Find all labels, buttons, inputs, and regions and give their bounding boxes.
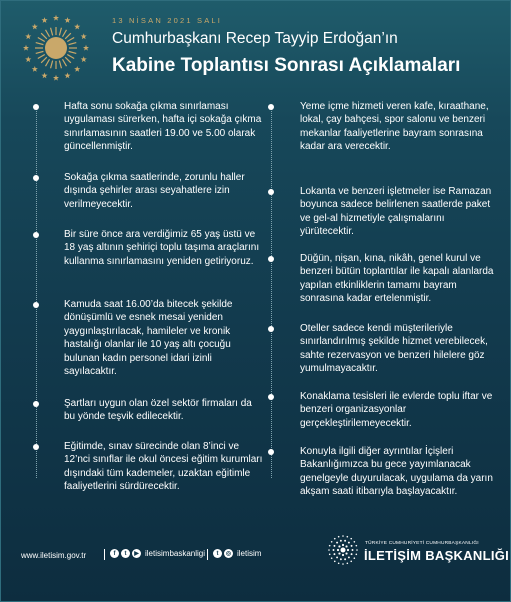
social-handle[interactable]: iletisim <box>237 549 262 558</box>
social-group-2[interactable] <box>213 549 261 558</box>
facebook-icon[interactable]: f <box>110 549 119 558</box>
list-item: Yeme içme hizmeti veren kafe, kıraathane, lokal, çay bahçesi, spor salonu ve benzeri mekanlar faaliyetlerine bayram sonrasına kadar ara verecektir. <box>300 101 489 153</box>
bullet-dot <box>33 232 39 238</box>
youtube-icon[interactable]: ▶ <box>132 549 141 558</box>
page-title: Kabine Toplantısı Sonrası Açıklamaları <box>112 55 461 76</box>
bullet-dot <box>268 256 274 262</box>
list-item: Bir süre önce ara verdiğimiz 65 yaş üstü ve 18 yaş altının şehiriçi toplu taşıma araçlarını kullanma sınırlamasını yeniden getiriyoruz. <box>64 229 260 267</box>
timeline-line-left <box>36 108 37 478</box>
bullet-dot <box>33 401 39 407</box>
list-item: Oteller sadece kendi müşterileriyle sınırlandırılmış şekilde hizmet verebilecek, sahte rezervasyon ve benzeri hilelere göz yumulmayacaktır. <box>300 323 488 375</box>
iletisim-baskanligi-logo-icon <box>328 535 358 565</box>
twitter-icon[interactable]: t <box>213 549 222 558</box>
list-item: Düğün, nişan, kına, nikâh, genel kurul ve benzeri bütün toplantılar ile kapalı alanlarda yapılan etkinliklerin tamamı bayram sonrasına kadar ertelenmiştir. <box>300 253 494 305</box>
bullet-dot <box>33 104 39 110</box>
logo-title: İLETİŞİM BAŞKANLIĞI <box>364 548 510 563</box>
list-item: Konaklama tesisleri ile evlerde toplu iftar ve benzeri organizasyonlar gerçekleştirilemeyecektir. <box>300 391 493 429</box>
bullet-dot <box>33 302 39 308</box>
divider <box>207 549 208 560</box>
date-label: 13 NİSAN 2021 SALI <box>112 16 223 25</box>
bullet-dot <box>33 175 39 181</box>
bullet-dot <box>33 444 39 450</box>
social-handle[interactable]: iletisimbaskanligi <box>145 549 206 558</box>
list-item: Sokağa çıkma saatlerinde, zorunlu haller dışında şehirler arası seyahatlere izin verilmeyecektir. <box>64 172 245 210</box>
bullet-dot <box>268 104 274 110</box>
list-item: Eğitimde, sınav sürecinde olan 8’inci ve 12’nci sınıflar ile okul öncesi eğitim kurumları dışındaki tüm kademeler, uzaktan eğitimle faaliyetlerini sürdürecektir. <box>64 441 263 493</box>
bullet-dot <box>268 189 274 195</box>
twitter-icon[interactable]: t <box>121 549 130 558</box>
list-item: Şartları uygun olan özel sektör firmaları da bu yönde teşvik edilecektir. <box>64 398 252 423</box>
social-group-1[interactable] <box>110 549 205 558</box>
list-item: Konuyla ilgili diğer ayrıntılar İçişleri Bakanlığımızca bu gece yayımlanacak genelgeyle duyurulacak, uygulama da yarın akşam saati itibarıyla başlayacaktır. <box>300 446 493 498</box>
logo-subtitle: TÜRKİYE CUMHURİYETİ CUMHURBAŞKANLIĞI <box>365 541 479 546</box>
bullet-dot <box>268 394 274 400</box>
presidential-sun-emblem-icon <box>20 12 92 84</box>
timeline-line-right <box>271 108 272 478</box>
subtitle: Cumhurbaşkanı Recep Tayyip Erdoğan’ın <box>112 30 398 47</box>
list-item: Hafta sonu sokağa çıkma sınırlaması uygulaması sürerken, hafta içi sokağa çıkma sınırlamasının saatleri 19.00 ve 5.00 olarak güncellenmiştir. <box>64 101 262 153</box>
footer <box>0 535 511 575</box>
list-item: Lokanta ve benzeri işletmeler ise Ramazan boyunca sadece belirlenen saatlerde paket ve gel-al hizmetiyle çalışmalarını yürütecektir. <box>300 186 492 238</box>
instagram-icon[interactable]: ◎ <box>225 551 232 557</box>
list-item: Kamuda saat 16.00’da bitecek şekilde dönüşümlü ve esnek mesai yeniden yaygınlaştırılacak, hamileler ve kronik hastalığı olanlar ile 10 yaş altı çocuğu bulunan kadın personel idari izinli sayılacaktır. <box>64 299 233 378</box>
bullet-dot <box>268 326 274 332</box>
bullet-dot <box>268 449 274 455</box>
divider <box>104 549 105 560</box>
website-link[interactable]: www.iletisim.gov.tr <box>21 551 87 560</box>
